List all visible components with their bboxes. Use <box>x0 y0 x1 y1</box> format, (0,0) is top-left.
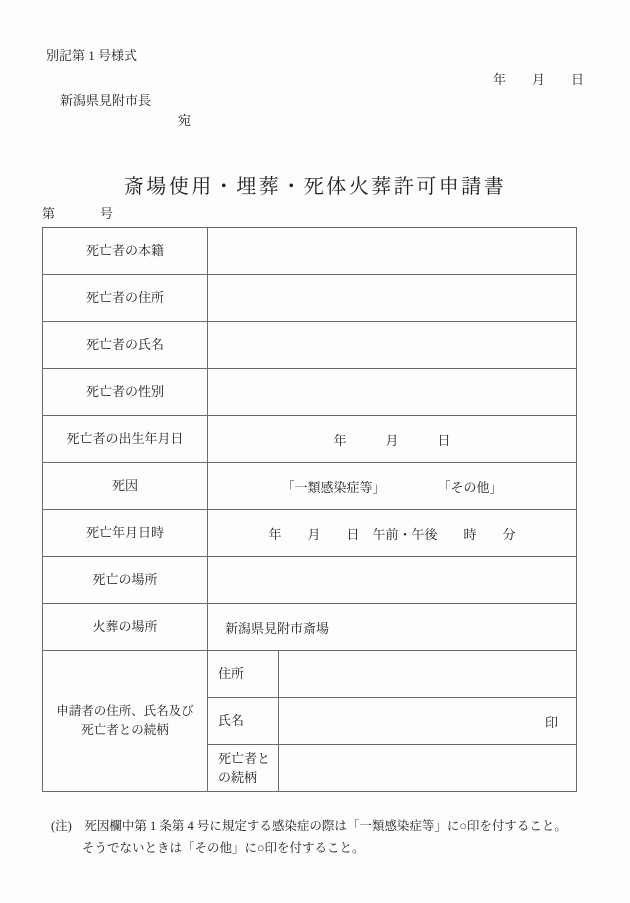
addressee-suffix: 宛 <box>178 113 192 128</box>
row-label: 死亡者の氏名 <box>43 322 208 369</box>
table-row-place-of-death <box>43 557 577 604</box>
table-row-cremation-place <box>43 604 577 651</box>
row-value: 年 月 日 午前・午後 時 分 <box>208 510 577 557</box>
sub-row-label: 住所 <box>208 651 279 698</box>
table-row-cause-of-death <box>43 463 577 510</box>
footnote <box>51 816 567 859</box>
row-label: 死亡者の本籍 <box>43 228 208 275</box>
row-value <box>208 322 577 369</box>
row-label: 死亡の場所 <box>43 557 208 604</box>
applicant-section-label <box>43 651 208 792</box>
row-value <box>208 557 577 604</box>
row-label: 火葬の場所 <box>43 604 208 651</box>
row-label: 死亡者の出生年月日 <box>43 416 208 463</box>
application-form-table <box>42 227 577 792</box>
sub-row-value-seal <box>279 698 577 745</box>
row-value: 年 月 日 <box>208 416 577 463</box>
row-value <box>208 228 577 275</box>
table-row-applicant-address <box>43 651 577 698</box>
table-row-deceased-name <box>43 322 577 369</box>
document-number-line <box>42 203 113 222</box>
sub-row-label <box>208 745 279 792</box>
sub-row-value <box>279 745 577 792</box>
doc-number-prefix: 第 <box>42 206 56 221</box>
relationship-label-line2: の続柄 <box>218 770 258 785</box>
row-label: 死亡年月日時 <box>43 510 208 557</box>
seal-mark: 印 <box>544 714 558 730</box>
table-row-deceased-domicile <box>43 228 577 275</box>
row-label: 死亡者の性別 <box>43 369 208 416</box>
row-value <box>208 369 577 416</box>
table-row-deceased-sex <box>43 369 577 416</box>
row-value: 「一類感染症等」 「その他」 <box>208 463 577 510</box>
document-title: 斎場使用・埋葬・死体火葬許可申請書 <box>123 176 507 198</box>
applicant-label-line2: 死亡者との続柄 <box>81 723 169 737</box>
table-row-death-datetime <box>43 510 577 557</box>
sub-row-label: 氏名 <box>208 698 279 745</box>
relationship-label-line1: 死亡者と <box>218 750 271 766</box>
row-label: 死亡者の住所 <box>43 275 208 322</box>
table-row-deceased-birthdate <box>43 416 577 463</box>
sub-row-value <box>279 651 577 698</box>
form-number: 別記第 1 号様式 <box>46 48 138 63</box>
row-label: 死因 <box>43 463 208 510</box>
row-value <box>208 275 577 322</box>
table-row-deceased-address <box>43 275 577 322</box>
applicant-label-line1: 申請者の住所、氏名及び <box>56 703 194 718</box>
doc-number-suffix: 号 <box>100 206 114 221</box>
footnote-line2: そうでないときは「その他」に○印を付すること。 <box>82 840 365 855</box>
addressee-mayor: 新潟県見附市長 <box>60 93 152 108</box>
row-value: 新潟県見附市斎場 <box>208 604 577 651</box>
footnote-line1: (注) 死因欄中第 1 条第 4 号に規定する感染症の際は「一類感染症等」に○印を付すること。 <box>51 819 567 833</box>
date-line: 年 月 日 <box>492 72 584 87</box>
